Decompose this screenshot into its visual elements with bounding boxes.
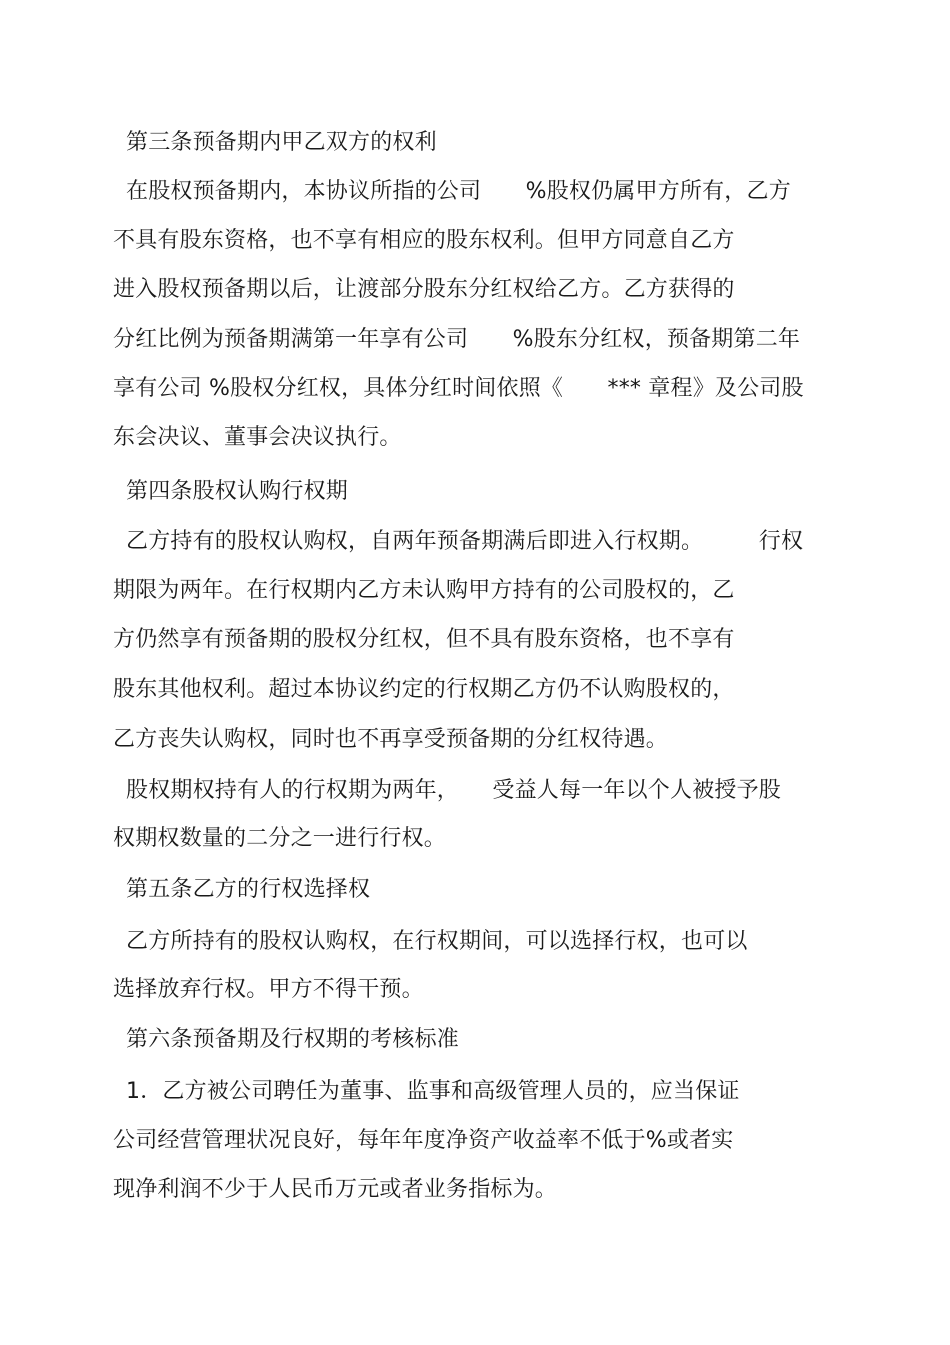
paragraph-line: 方仍然享有预备期的股权分红权，但不具有股东资格，也不享有 xyxy=(113,627,735,652)
paragraph-line: 分红比例为预备期满第一年享有公司 %股东分红权，预备期第二年 xyxy=(113,327,801,352)
paragraph-line: 进入股权预备期以后，让渡部分股东分红权给乙方。乙方获得的 xyxy=(113,277,735,302)
article-6-heading: 第六条预备期及行权期的考核标准 xyxy=(126,1027,460,1052)
paragraph-line: 公司经营管理状况良好，每年年度净资产收益率不低于%或者实 xyxy=(113,1128,734,1153)
paragraph-line: 权期权数量的二分之一进行行权。 xyxy=(113,826,447,851)
paragraph-line: 期限为两年。在行权期内乙方未认购甲方持有的公司股权的，乙 xyxy=(113,578,735,603)
paragraph-line: 选择放弃行权。甲方不得干预。 xyxy=(113,977,424,1002)
article-5-heading: 第五条乙方的行权选择权 xyxy=(126,877,371,902)
paragraph-line: 股东其他权利。超过本协议约定的行权期乙方仍不认购股权的， xyxy=(113,677,735,702)
paragraph-line: 现净利润不少于人民币万元或者业务指标为。 xyxy=(113,1177,558,1202)
paragraph-line: 乙方所持有的股权认购权，在行权期间，可以选择行权，也可以 xyxy=(126,929,748,954)
paragraph-line: 东会决议、董事会决议执行。 xyxy=(113,425,402,450)
paragraph-line: 不具有股东资格，也不享有相应的股东权利。但甲方同意自乙方 xyxy=(113,228,735,253)
paragraph-line: 享有公司 %股权分红权，具体分红时间依照《 *** 章程》及公司股 xyxy=(113,376,804,401)
article-4-heading: 第四条股权认购行权期 xyxy=(126,479,349,504)
paragraph-line: 乙方丧失认购权，同时也不再享受预备期的分红权待遇。 xyxy=(113,727,669,752)
paragraph-line: 乙方持有的股权认购权，自两年预备期满后即进入行权期。 行权 xyxy=(126,529,804,554)
paragraph-line: 1．乙方被公司聘任为董事、监事和高级管理人员的，应当保证 xyxy=(126,1079,740,1104)
article-3-heading: 第三条预备期内甲乙双方的权利 xyxy=(126,130,437,155)
paragraph-line: 在股权预备期内，本协议所指的公司 %股权仍属甲方所有，乙方 xyxy=(126,179,791,204)
paragraph-line: 股权期权持有人的行权期为两年， 受益人每一年以个人被授予股 xyxy=(126,778,782,803)
